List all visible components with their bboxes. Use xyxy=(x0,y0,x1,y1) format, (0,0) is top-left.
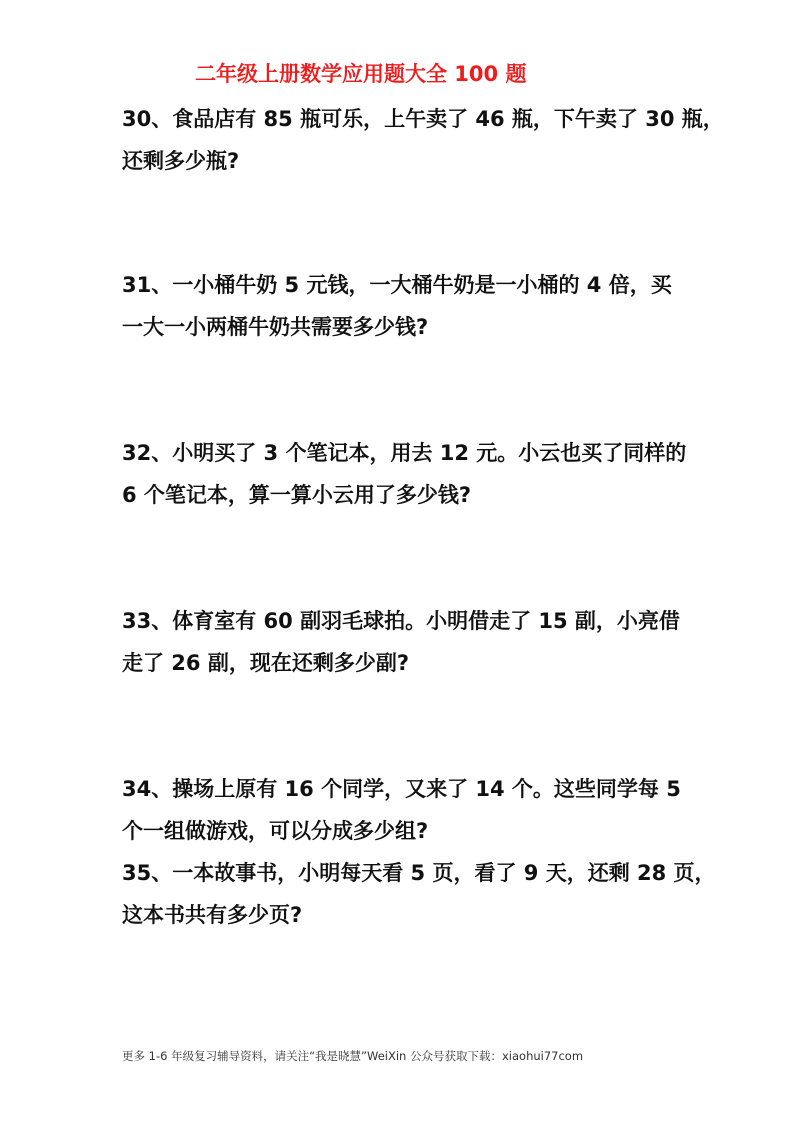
question-line: 个一组做游戏，可以分成多少组? xyxy=(122,819,429,843)
question-line: 还剩多少瓶? xyxy=(122,149,240,173)
footer-note: 更多 1-6 年级复习辅导资料，请关注“我是晓慧”WeiXin 公众号获取下载：xiaohui77com xyxy=(122,1049,584,1063)
question-line: 32、小明买了 3 个笔记本，用去 12 元。小云也买了同样的 xyxy=(122,441,687,465)
question-30 xyxy=(122,98,722,182)
question-line: 这本书共有多少页? xyxy=(122,903,303,927)
question-line: 6 个笔记本，算一算小云用了多少钱? xyxy=(122,483,472,507)
question-33 xyxy=(122,600,722,684)
question-32 xyxy=(122,432,722,516)
question-line: 一大一小两桶牛奶共需要多少钱? xyxy=(122,315,429,339)
question-line: 34、操场上原有 16 个同学，又来了 14 个。这些同学每 5 xyxy=(122,777,681,801)
question-line: 35、一本故事书，小明每天看 5 页，看了 9 天，还剩 28 页， xyxy=(122,861,716,885)
question-line: 走了 26 副，现在还剩多少副? xyxy=(122,651,410,675)
question-line: 33、体育室有 60 副羽毛球拍。小明借走了 15 副，小亮借 xyxy=(122,609,680,633)
question-34 xyxy=(122,768,722,852)
page-title: 二年级上册数学应用题大全 100 题 xyxy=(195,62,527,86)
question-line: 30、食品店有 85 瓶可乐，上午卖了 46 瓶，下午卖了 30 瓶， xyxy=(122,107,724,131)
question-35 xyxy=(122,852,722,936)
question-31 xyxy=(122,264,722,348)
question-line: 31、一小桶牛奶 5 元钱，一大桶牛奶是一小桶的 4 倍，买 xyxy=(122,273,672,297)
